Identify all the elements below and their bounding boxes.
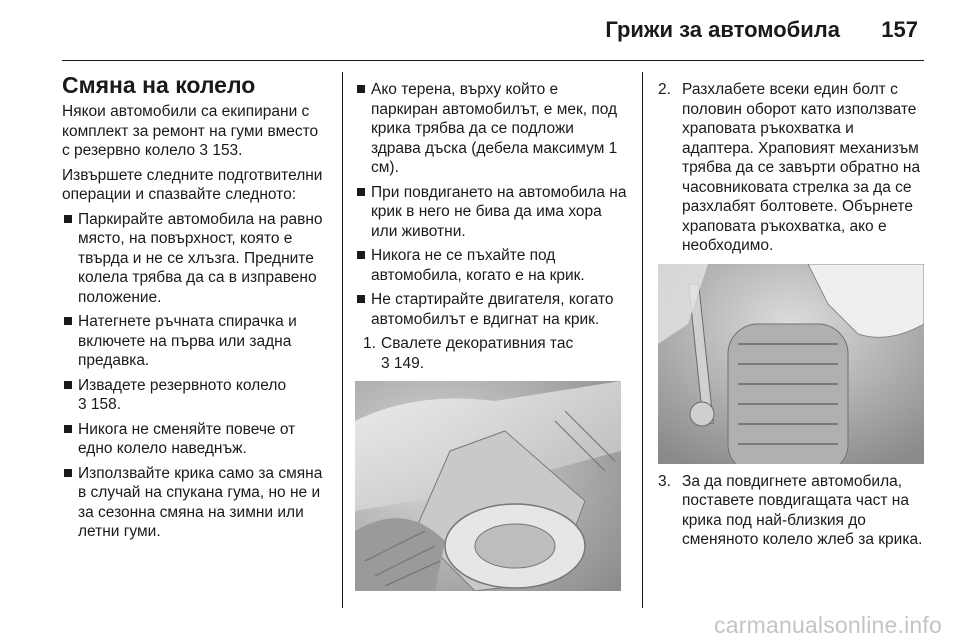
- list-item: [62, 464, 330, 542]
- page-reference[interactable]: 3 153.: [199, 142, 243, 159]
- column-2: [355, 80, 627, 597]
- numbered-step: [658, 80, 928, 256]
- list-item-text: Никога не се пъхайте под автомобила, когато е на крик.: [371, 247, 585, 284]
- intro-paragraph: [62, 102, 330, 161]
- step-number: 2.: [658, 81, 671, 98]
- intro-text: Някои автомобили са екипирани с комплект за ремонт на гуми вместо с резервно колело: [62, 103, 319, 159]
- header-rule: [62, 60, 924, 61]
- list-item: [62, 210, 330, 308]
- column-divider: [642, 72, 643, 608]
- section-title: Смяна на колело: [62, 72, 256, 98]
- step-text: Свалете декоративния тас: [381, 335, 574, 352]
- bullet-marker: [357, 295, 365, 303]
- list-item: [62, 420, 330, 459]
- list-item-text: Натегнете ръчната спирачка и включете на първа или задна предавка.: [78, 313, 297, 369]
- column-1: [62, 72, 330, 547]
- list-item-text: Ако терена, върху който е паркиран автомобилът, е мек, под крика трябва да се подложи здрава дъска (дебела максимум 1 см).: [371, 81, 618, 176]
- page-reference[interactable]: 3 158.: [78, 396, 122, 413]
- list-item: [355, 80, 627, 178]
- wheel-hubcap-illustration: [355, 381, 627, 591]
- bullet-marker: [357, 188, 365, 196]
- step-text: За да повдигнете автомобила, поставете повдигащата част на крика под най-близкия до сменяното колело жлеб за крика.: [682, 472, 923, 548]
- step-number: 3.: [658, 472, 671, 490]
- prep-paragraph: Извършете следните подготвителни операции и спазвайте следното:: [62, 166, 323, 203]
- list-item-text: При повдигането на автомобила на крик в него не бива да има хора или животни.: [371, 183, 627, 240]
- bullet-marker: [64, 469, 72, 477]
- list-item-text: Извадете резервното колело: [78, 376, 287, 394]
- bullet-marker: [64, 381, 72, 389]
- page-reference[interactable]: 3 149.: [381, 354, 425, 372]
- column-divider: [342, 72, 343, 608]
- list-item-text: Не стартирайте двигателя, когато автомобилът е вдигнат на крик.: [371, 291, 614, 328]
- bullet-marker: [64, 215, 72, 223]
- bullet-marker: [357, 85, 365, 93]
- column-3: [658, 80, 928, 555]
- list-item: [355, 183, 627, 242]
- bullet-marker: [64, 425, 72, 433]
- footer: [560, 610, 960, 642]
- page-number: 157: [881, 17, 918, 42]
- numbered-step: [355, 334, 627, 373]
- bullet-marker: [357, 251, 365, 259]
- list-item: [355, 246, 627, 285]
- list-item: [62, 376, 330, 415]
- step-text: Разхлабете всеки един болт с половин оборот като използвате храповата ръкохватка и адаптера. Храповият механизъм трябва да се завърти обратно на часовниковата стрелка за да се разхлабят болтовете. Обърнете храповата ръкохватка, ако е необходимо.: [682, 81, 921, 254]
- list-item-text: Използвайте крика само за смяна в случай на спукана гума, но не и за сезонна смяна на зимни или летни гуми.: [78, 464, 323, 540]
- bullet-marker: [64, 317, 72, 325]
- numbered-step: [658, 472, 928, 550]
- page-header: [0, 0, 960, 62]
- chapter-title: Грижи за автомобила: [605, 17, 840, 42]
- list-item: [355, 290, 627, 329]
- ratchet-wrench-illustration: [658, 264, 928, 464]
- watermark: carmanualsonline.info: [714, 612, 942, 638]
- list-item: [62, 312, 330, 371]
- step-number: 1.: [363, 335, 376, 352]
- list-item-text: Никога не сменяйте повече от едно колело наведнъж.: [78, 420, 296, 457]
- list-item-text: Паркирайте автомобила на равно място, на повърхност, която е твърда и не се хлъзга. Предните колела трябва да са в изправено положение.: [78, 210, 323, 306]
